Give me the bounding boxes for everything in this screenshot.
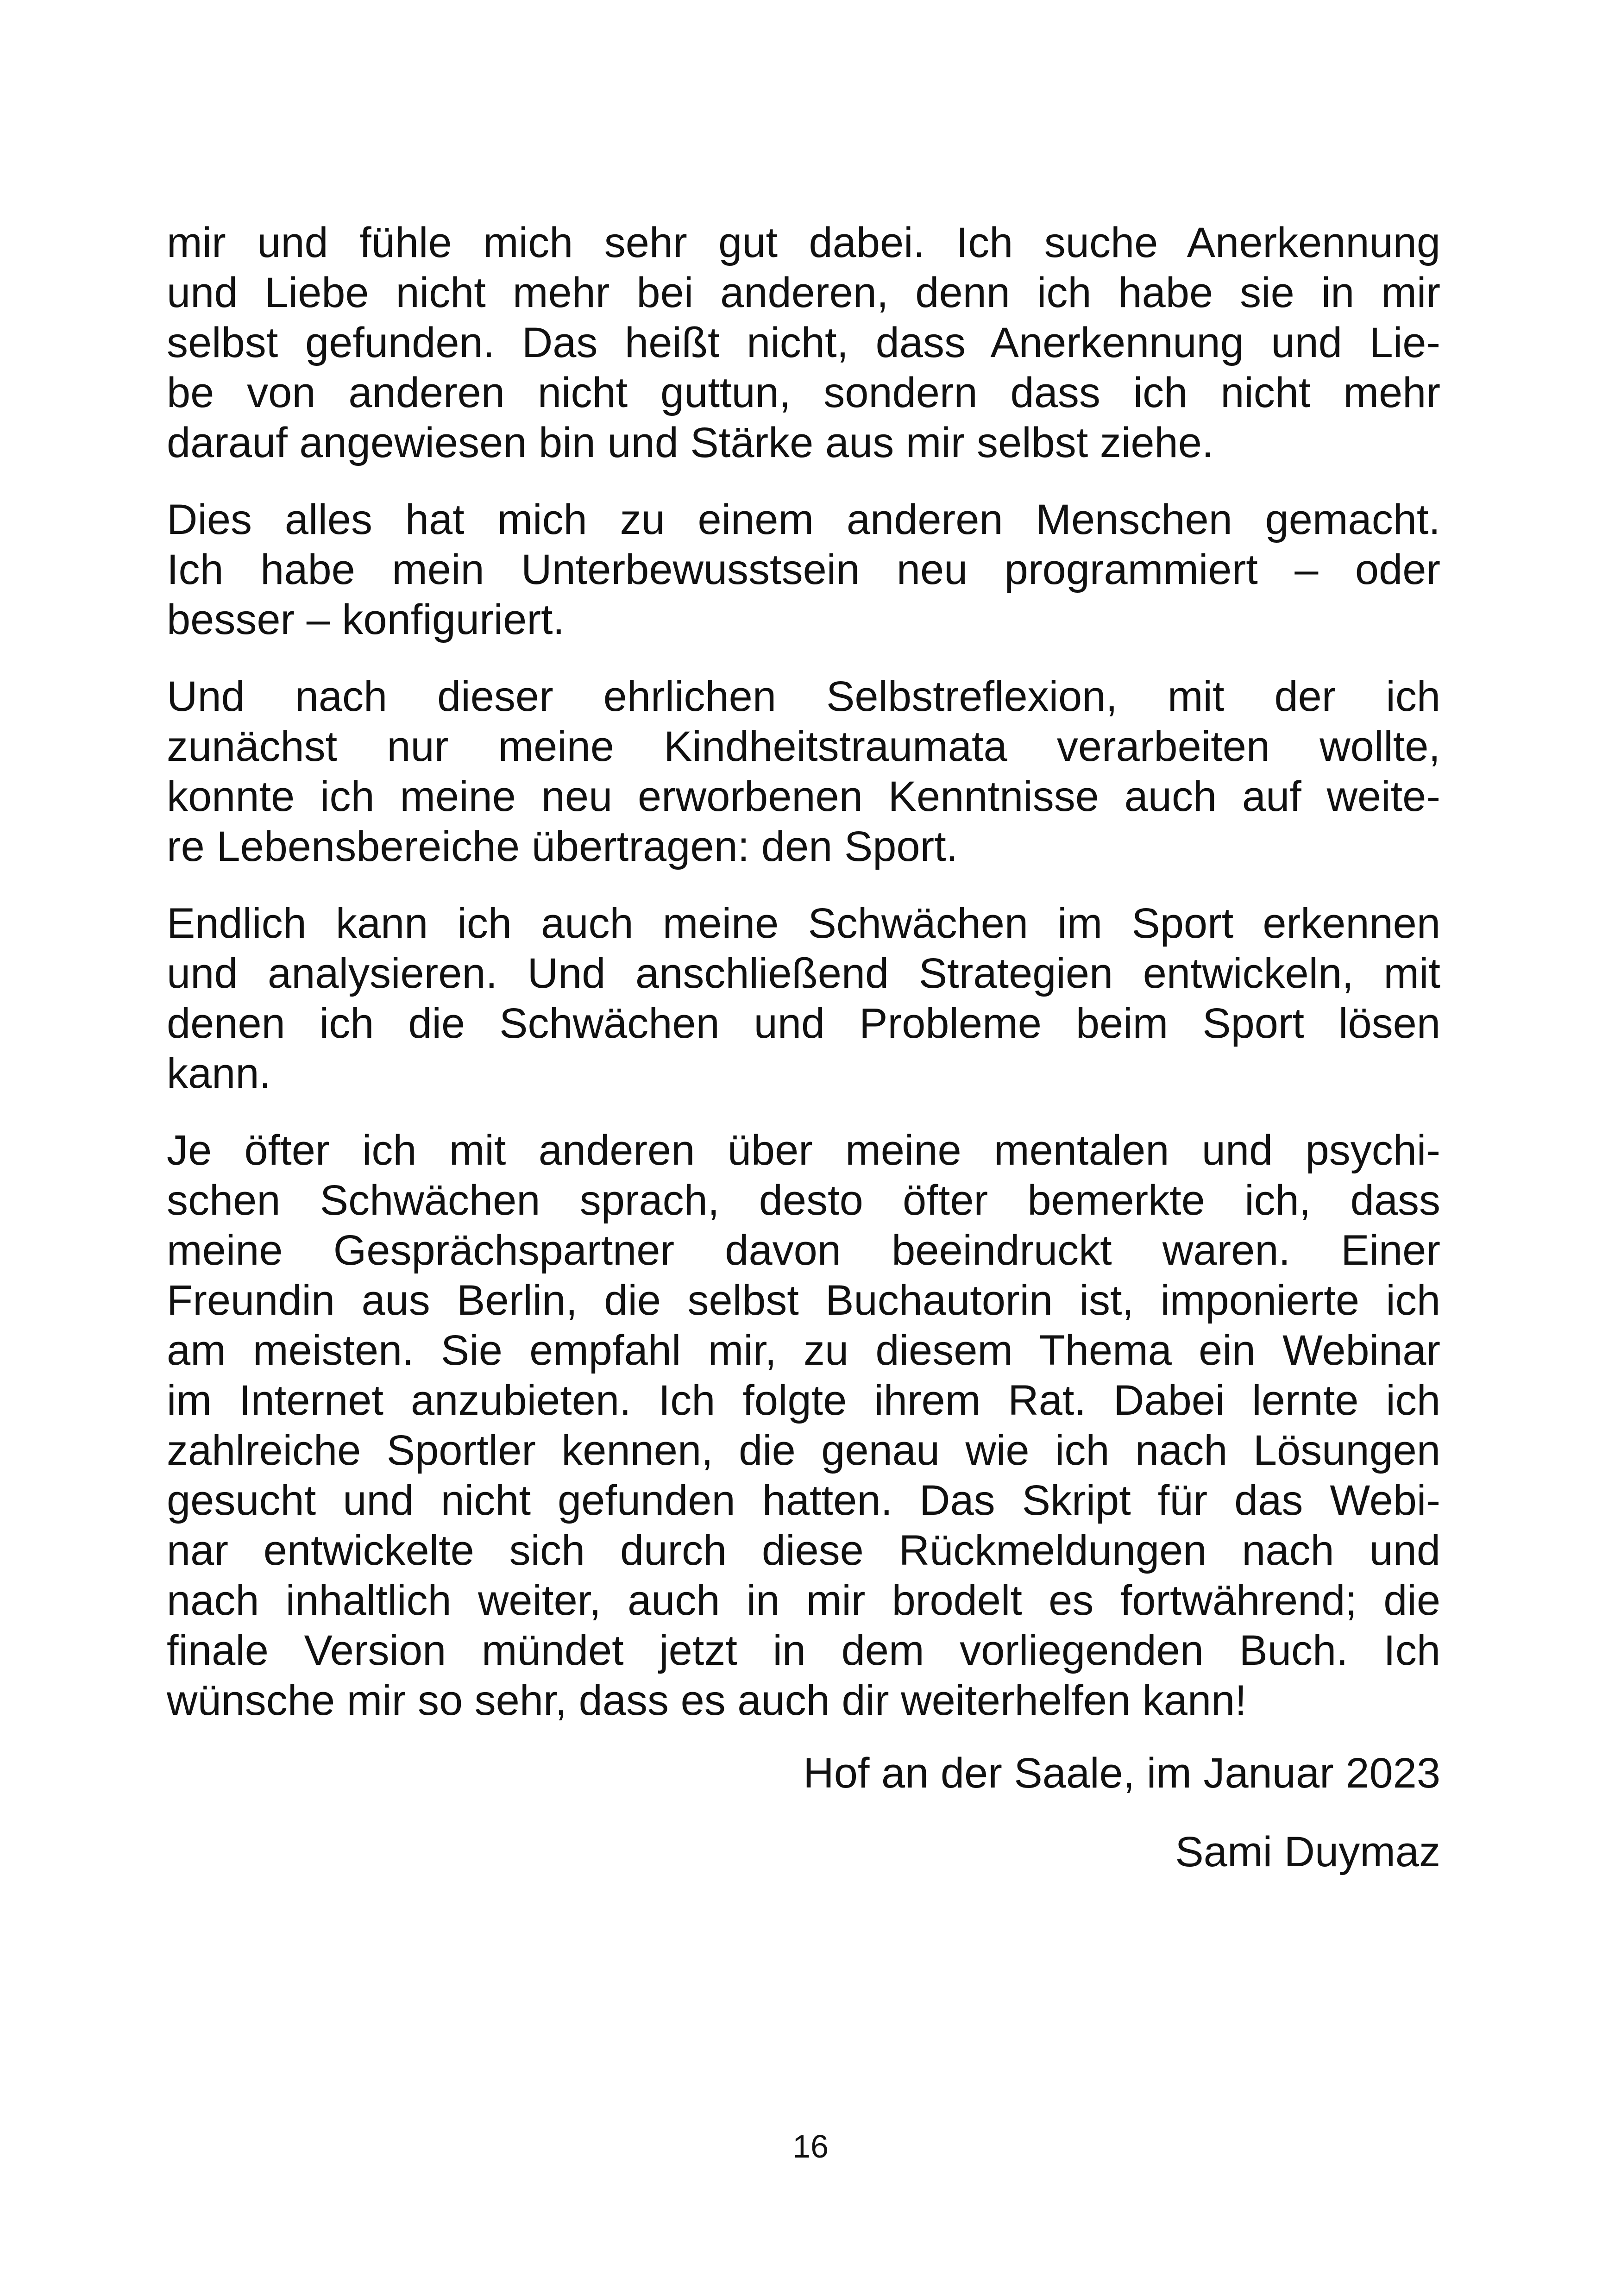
text-line: am meisten. Sie empfahl mir, zu diesem Thema ein Webinar <box>167 1327 1440 1374</box>
text-line: finale Version mündet jetzt in dem vorliegenden Buch. Ich <box>167 1627 1440 1674</box>
text-line: zahlreiche Sportler kennen, die genau wie ich nach Lösungen <box>167 1427 1440 1474</box>
text-line: kann. <box>167 1050 271 1097</box>
text-line: und analysieren. Und anschließend Strategien entwickeln, mit <box>167 950 1440 997</box>
paragraph-2 <box>167 495 1440 645</box>
text-line: re Lebensbereiche übertragen: den Sport. <box>167 823 958 870</box>
text-line: Freundin aus Berlin, die selbst Buchautorin ist, imponierte ich <box>167 1277 1440 1324</box>
text-line: nar entwickelte sich durch diese Rückmeldungen nach und <box>167 1527 1440 1574</box>
text-line: Und nach dieser ehrlichen Selbstreflexion, mit der ich <box>167 673 1440 720</box>
text-line: zunächst nur meine Kindheitstraumata verarbeiten wollte, <box>167 723 1440 770</box>
text-line: mir und fühle mich sehr gut dabei. Ich suche Anerkennung <box>167 219 1440 266</box>
text-line: Endlich kann ich auch meine Schwächen im Sport erkennen <box>167 900 1440 947</box>
paragraph-5 <box>167 1125 1440 1725</box>
text-line: schen Schwächen sprach, desto öfter bemerkte ich, dass <box>167 1177 1440 1224</box>
author-name: Sami Duymaz <box>1175 1828 1440 1876</box>
text-line: Je öfter ich mit anderen über meine mentalen und psychi- <box>167 1127 1440 1174</box>
text-line: meine Gesprächspartner davon beeindruckt waren. Einer <box>167 1227 1440 1274</box>
text-line: denen ich die Schwächen und Probleme beim Sport lösen <box>167 1000 1440 1047</box>
paragraph-3 <box>167 671 1440 872</box>
paragraph-4 <box>167 898 1440 1098</box>
text-line: besser – konfiguriert. <box>167 596 565 643</box>
paragraph-1 <box>167 218 1440 468</box>
text-line: Ich habe mein Unterbewusstsein neu programmiert – oder <box>167 546 1440 593</box>
text-line: und Liebe nicht mehr bei anderen, denn ich habe sie in mir <box>167 269 1440 316</box>
body-text <box>167 218 1440 1752</box>
text-line: darauf angewiesen bin und Stärke aus mir selbst ziehe. <box>167 419 1214 466</box>
text-line: Dies alles hat mich zu einem anderen Menschen gemacht. <box>167 496 1440 543</box>
text-line: be von anderen nicht guttun, sondern dass ich nicht mehr <box>167 369 1440 416</box>
text-line: nach inhaltlich weiter, auch in mir brodelt es fortwährend; die <box>167 1577 1440 1624</box>
place-date: Hof an der Saale, im Januar 2023 <box>803 1750 1440 1797</box>
text-line: wünsche mir so sehr, dass es auch dir weiterhelfen kann! <box>167 1677 1247 1724</box>
text-line: konnte ich meine neu erworbenen Kenntnisse auch auf weite- <box>167 773 1440 820</box>
text-line: selbst gefunden. Das heißt nicht, dass Anerkennung und Lie- <box>167 319 1440 366</box>
text-line: im Internet anzubieten. Ich folgte ihrem Rat. Dabei lernte ich <box>167 1377 1440 1424</box>
page-number: 16 <box>792 2128 829 2164</box>
text-line: gesucht und nicht gefunden hatten. Das Skript für das Webi- <box>167 1477 1440 1524</box>
